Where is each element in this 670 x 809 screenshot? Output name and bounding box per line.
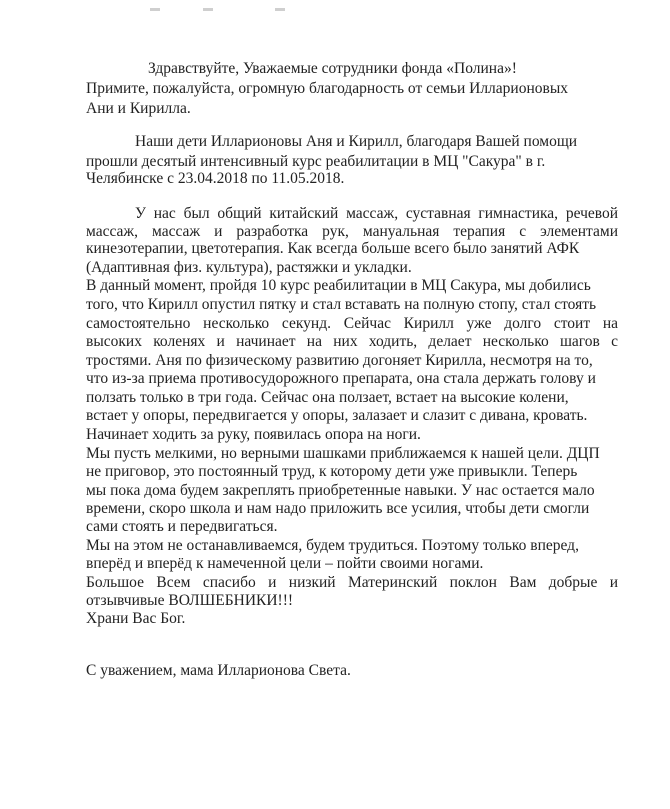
greeting: Здравствуйте, Уважаемые сотрудники фонда «Полина»! — [148, 60, 517, 77]
scan-mark — [150, 8, 160, 11]
paragraph-6-line: Большое Всем спасибо и низкий Материнский поклон Вам добрые и — [86, 574, 618, 591]
paragraph-3-line: тростями. Аня по физическому развитию догоняет Кирилла, несмотря на то, — [86, 352, 593, 369]
paragraph-5-line: вперёд и вперёд к намеченной цели – пойти своими ногами. — [86, 555, 484, 572]
paragraph-4-line: мы пока дома будем закреплять приобретенные навыки. У нас остается мало — [86, 482, 595, 499]
paragraph-4-line: сами стоять и передвигаться. — [86, 518, 278, 535]
paragraph-4-line: времени, скоро школа и нам надо приложить все усилия, чтобы дети смогли — [86, 500, 590, 517]
paragraph-2-line: У нас был общий китайский массаж, суставная гимнастика, речевой — [135, 205, 618, 222]
paragraph-3-line: самостоятельно несколько секунд. Сейчас Кирилл уже долго стоит на — [86, 315, 618, 332]
paragraph-2-line: кинезотерапии, цветотерапия. Как всегда больше всего было занятий АФК — [86, 240, 580, 257]
paragraph-4-line: не приговор, это постоянный труд, к которому дети уже привыкли. Теперь — [86, 463, 578, 480]
paragraph-3-line: встает у опоры, передвигается у опоры, залазает и слазит с дивана, кровать. — [86, 407, 588, 424]
paragraph-3-line: что из-за приема противосудорожного препарата, она стала держать голову и — [86, 370, 596, 387]
paragraph-1-line: Наши дети Илларионовы Аня и Кирилл, благодаря Вашей помощи — [135, 133, 578, 150]
paragraph-2-line: массаж, массаж и разработка рук, мануальная терапия с элементами — [86, 223, 618, 240]
paragraph-3-line: высоких коленях и начинает на них ходить, делает несколько шагов с — [86, 333, 618, 350]
scan-mark — [275, 8, 285, 11]
paragraph-3-line: Начинает ходить за руку, появилась опора на ноги. — [86, 426, 421, 443]
intro-line: Примите, пожалуйста, огромную благодарность от семьи Илларионовых — [86, 80, 568, 97]
paragraph-6-line: отзывчивые ВОЛШЕБНИКИ!!! — [86, 592, 294, 609]
scan-mark — [203, 8, 213, 11]
paragraph-3-line: того, что Кирилл опустил пятку и стал вставать на полную стопу, стал стоять — [86, 296, 597, 313]
signature: С уважением, мама Илларионова Света. — [86, 662, 351, 679]
paragraph-4-line: Мы пусть мелкими, но верными шашками приближаемся к нашей цели. ДЦП — [86, 445, 600, 462]
paragraph-1-line: Челябинске с 23.04.2018 по 11.05.2018. — [86, 170, 345, 187]
intro-line: Ани и Кирилла. — [86, 100, 191, 117]
paragraph-1-line: прошли десятый интенсивный курс реабилитации в МЦ "Сакура" в г. — [86, 153, 546, 170]
paragraph-2-line: (Адаптивная физ. культура), растяжки и укладки. — [86, 259, 412, 276]
paragraph-5-line: Мы на этом не останавливаемся, будем трудиться. Поэтому только вперед, — [86, 537, 579, 554]
paragraph-3-line: ползать только в три года. Сейчас она ползает, встает на высокие колени, — [86, 389, 569, 406]
paragraph-3-line: В данный момент, пройдя 10 курс реабилитации в МЦ Сакура, мы добились — [86, 277, 591, 294]
blessing: Храни Вас Бог. — [86, 610, 186, 627]
